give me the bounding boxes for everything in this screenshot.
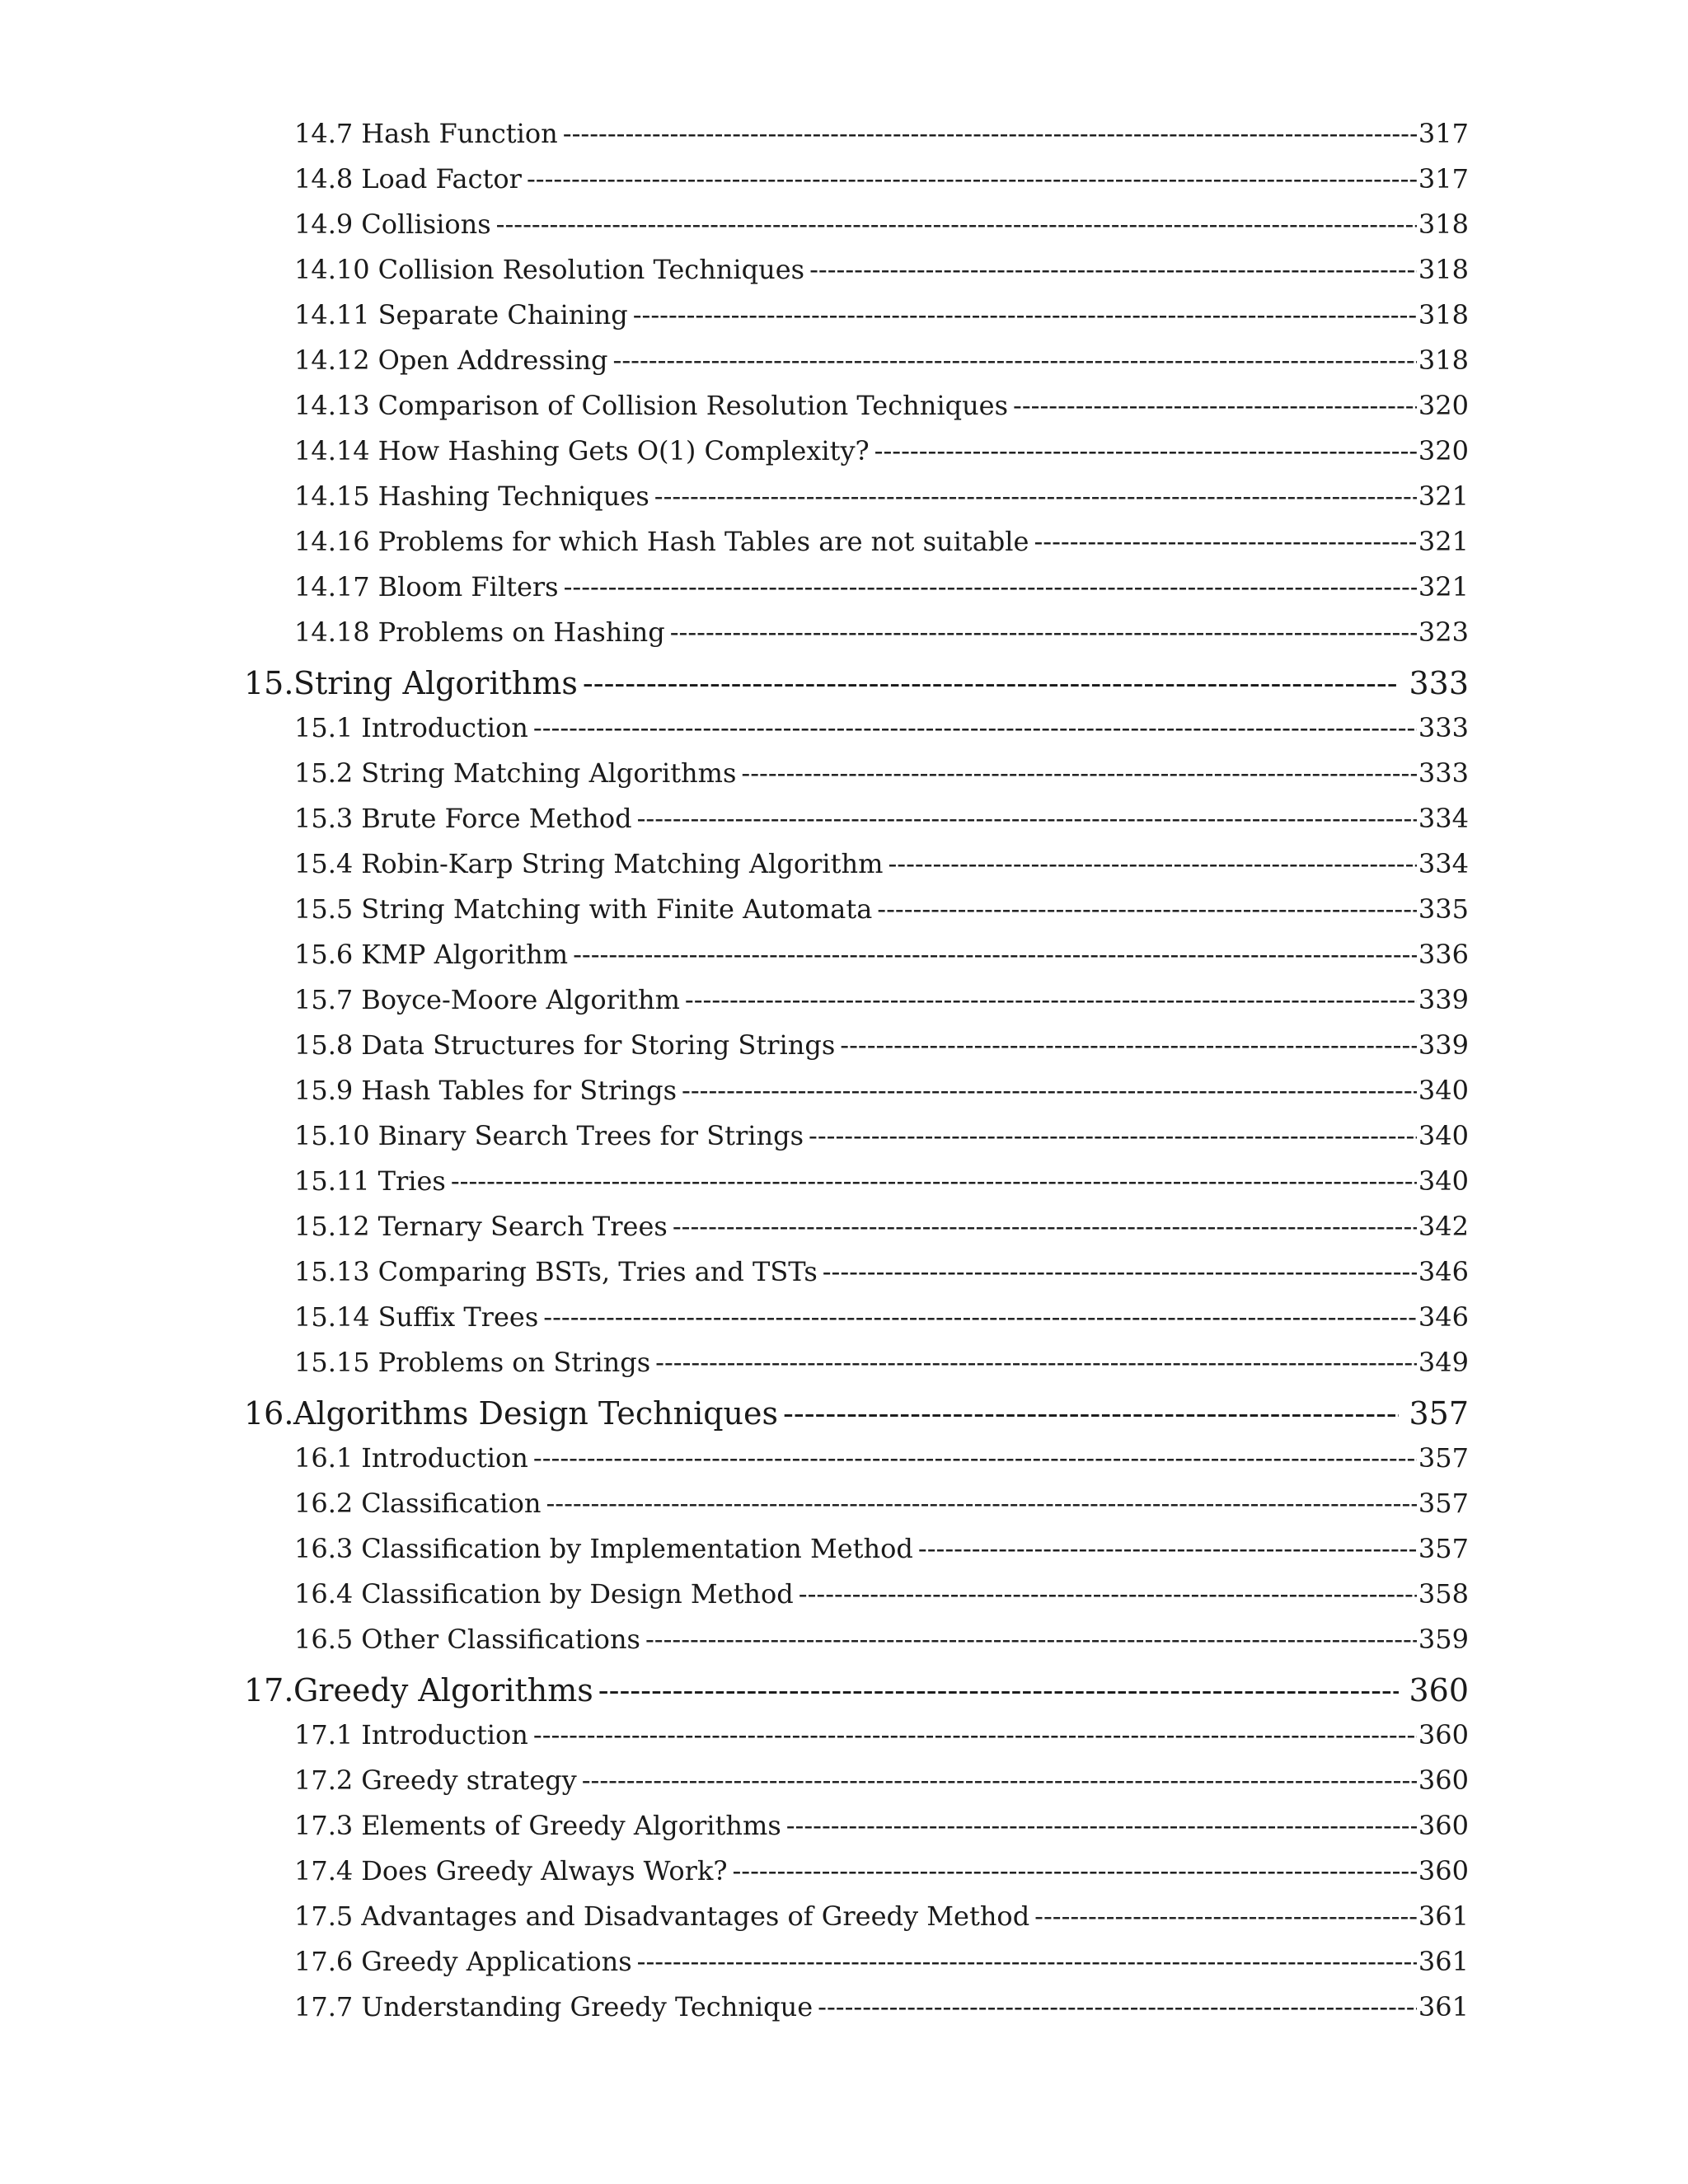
dot-leader: [613, 342, 1417, 378]
entry-title: String Matching Algorithms: [361, 757, 737, 789]
entry-page-number: 357: [1418, 1533, 1469, 1564]
entry-page-number: 321: [1418, 526, 1469, 557]
toc-section-entry[interactable]: [294, 1621, 1469, 1657]
entry-number: 15.1: [294, 712, 354, 743]
entry-number: 16.3: [294, 1533, 354, 1564]
entry-title: Data Structures for Storing Strings: [361, 1029, 836, 1061]
dot-leader: [741, 755, 1417, 791]
toc-section-entry[interactable]: [294, 1440, 1469, 1476]
toc-section-entry[interactable]: [294, 251, 1469, 288]
toc-section-entry[interactable]: [294, 1943, 1469, 1980]
entry-page-number: 320: [1418, 435, 1469, 466]
toc-section-entry[interactable]: [294, 1576, 1469, 1612]
toc-section-entry[interactable]: [294, 710, 1469, 746]
dot-leader: [533, 1717, 1417, 1753]
entry-title: Problems for which Hash Tables are not suitable: [377, 526, 1029, 557]
dot-leader: [496, 206, 1417, 242]
entry-page-number: 321: [1418, 571, 1469, 602]
dot-leader: [633, 297, 1417, 333]
entry-title: Classification: [361, 1488, 542, 1519]
dot-leader: [840, 1027, 1417, 1063]
dot-leader: [546, 1485, 1416, 1521]
entry-page-number: 340: [1418, 1165, 1469, 1197]
entry-number: 16.2: [294, 1488, 354, 1519]
dot-leader: [655, 1344, 1417, 1380]
toc-section-entry[interactable]: [294, 478, 1469, 514]
entry-title: String Matching with Finite Automata: [361, 893, 873, 925]
entry-number: 15.9: [294, 1075, 354, 1106]
entry-number: 15.3: [294, 803, 354, 834]
dot-leader: [918, 1530, 1417, 1567]
entry-page-number: 360: [1418, 1855, 1469, 1886]
entry-title: Collisions: [361, 209, 491, 240]
entry-title: Suffix Trees: [377, 1301, 539, 1333]
toc-section-entry[interactable]: [294, 342, 1469, 378]
entry-page-number: 358: [1418, 1578, 1469, 1610]
entry-page-number: 335: [1418, 893, 1469, 925]
entry-number: 14.11: [294, 299, 370, 330]
entry-page-number: 360: [1418, 1765, 1469, 1796]
dot-leader: [1034, 523, 1416, 560]
dot-leader: [783, 1393, 1399, 1434]
entry-page-number: 318: [1418, 344, 1469, 376]
entry-page-number: 321: [1418, 480, 1469, 512]
entry-number: 15.11: [294, 1165, 370, 1197]
toc-section-entry[interactable]: [294, 1027, 1469, 1063]
entry-page-number: 357: [1409, 1395, 1469, 1432]
entry-title: Does Greedy Always Work?: [361, 1855, 728, 1886]
entry-number: 14.9: [294, 209, 354, 240]
toc-section-entry[interactable]: [294, 523, 1469, 560]
entry-number: 17.7: [294, 1991, 354, 2022]
entry-page-number: 361: [1418, 1991, 1469, 2022]
entry-number: 14.15: [294, 480, 370, 512]
entry-title: Classification by Design Method: [361, 1578, 794, 1610]
toc-section-entry[interactable]: [294, 1989, 1469, 2025]
toc-section-entry[interactable]: [294, 1853, 1469, 1889]
toc-section-entry[interactable]: [294, 1485, 1469, 1521]
entry-title: Greedy Applications: [361, 1946, 632, 1977]
entry-title: Robin-Karp String Matching Algorithm: [361, 848, 884, 879]
entry-page-number: 346: [1418, 1301, 1469, 1333]
entry-page-number: 340: [1418, 1075, 1469, 1106]
toc-section-entry[interactable]: [294, 1717, 1469, 1753]
entry-number: 15.4: [294, 848, 354, 879]
entry-title: Bloom Filters: [377, 571, 559, 602]
dot-leader: [583, 663, 1400, 704]
entry-page-number: 342: [1418, 1211, 1469, 1242]
entry-number: 17.5: [294, 1900, 354, 1932]
toc-section-entry[interactable]: [294, 936, 1469, 972]
toc-section-entry[interactable]: [294, 206, 1469, 242]
entry-page-number: 339: [1418, 984, 1469, 1015]
entry-page-number: 340: [1418, 1120, 1469, 1151]
entry-page-number: 339: [1418, 1029, 1469, 1061]
entry-title: Elements of Greedy Algorithms: [361, 1810, 781, 1841]
entry-title: Understanding Greedy Technique: [361, 1991, 814, 2022]
entry-title: Greedy Algorithms: [293, 1672, 593, 1708]
entry-number: 17.2: [294, 1765, 354, 1796]
entry-number: 15.5: [294, 893, 354, 925]
entry-number: 15.: [244, 665, 294, 701]
entry-page-number: 318: [1418, 299, 1469, 330]
entry-title: Binary Search Trees for Strings: [377, 1120, 804, 1151]
entry-number: 15.8: [294, 1029, 354, 1061]
entry-number: 16.1: [294, 1442, 354, 1474]
dot-leader: [563, 115, 1417, 152]
toc-section-entry[interactable]: [294, 1762, 1469, 1798]
entry-page-number: 359: [1418, 1624, 1469, 1655]
entry-page-number: 361: [1418, 1946, 1469, 1977]
dot-leader: [637, 800, 1417, 837]
entry-page-number: 318: [1418, 209, 1469, 240]
dot-leader: [654, 478, 1417, 514]
entry-page-number: 323: [1418, 616, 1469, 648]
toc-section-entry[interactable]: [294, 1118, 1469, 1154]
toc-section-entry[interactable]: [294, 614, 1469, 650]
toc-section-entry[interactable]: [294, 1163, 1469, 1199]
entry-number: 16.: [244, 1395, 294, 1432]
entry-number: 15.2: [294, 757, 354, 789]
dot-leader: [732, 1853, 1416, 1889]
dot-leader: [543, 1299, 1417, 1335]
dot-leader: [809, 1118, 1417, 1154]
toc-section-entry[interactable]: [294, 1072, 1469, 1108]
dot-leader: [877, 891, 1417, 927]
dot-leader: [564, 569, 1417, 605]
entry-title: Classification by Implementation Method: [361, 1533, 913, 1564]
entry-title: Greedy strategy: [361, 1765, 577, 1796]
dot-leader: [809, 251, 1417, 288]
entry-number: 15.6: [294, 939, 354, 970]
entry-page-number: 336: [1418, 939, 1469, 970]
entry-title: Brute Force Method: [361, 803, 632, 834]
dot-leader: [874, 433, 1417, 469]
toc-section-entry[interactable]: [294, 891, 1469, 927]
toc-section-entry[interactable]: [294, 1208, 1469, 1244]
entry-title: Load Factor: [361, 163, 522, 194]
entry-number: 14.16: [294, 526, 370, 557]
toc-section-entry[interactable]: [294, 161, 1469, 197]
dot-leader: [685, 982, 1417, 1018]
entry-title: How Hashing Gets O(1) Complexity?: [377, 435, 870, 466]
dot-leader: [645, 1621, 1417, 1657]
entry-number: 15.7: [294, 984, 354, 1015]
toc-chapter-entry[interactable]: [244, 663, 1469, 704]
dot-leader: [1034, 1898, 1417, 1934]
entry-page-number: 317: [1418, 163, 1469, 194]
entry-number: 15.10: [294, 1120, 370, 1151]
dot-leader: [582, 1762, 1417, 1798]
entry-title: Algorithms Design Techniques: [293, 1395, 779, 1432]
entry-number: 14.7: [294, 118, 354, 149]
toc-section-entry[interactable]: [294, 1299, 1469, 1335]
dot-leader: [1013, 387, 1417, 424]
entry-title: Boyce-Moore Algorithm: [361, 984, 680, 1015]
entry-number: 17.6: [294, 1946, 354, 1977]
entry-number: 15.15: [294, 1347, 370, 1378]
toc-section-entry[interactable]: [294, 1344, 1469, 1380]
entry-number: 16.5: [294, 1624, 354, 1655]
toc-chapter-entry[interactable]: [244, 1670, 1469, 1711]
entry-page-number: 333: [1409, 665, 1469, 701]
entry-title: String Algorithms: [293, 665, 578, 701]
entry-number: 17.: [244, 1672, 294, 1708]
entry-title: Comparing BSTs, Tries and TSTs: [377, 1256, 818, 1287]
entry-page-number: 334: [1418, 803, 1469, 834]
entry-number: 14.12: [294, 344, 370, 376]
entry-page-number: 360: [1418, 1719, 1469, 1750]
dot-leader: [682, 1072, 1417, 1108]
entry-number: 15.14: [294, 1301, 370, 1333]
entry-title: Ternary Search Trees: [377, 1211, 668, 1242]
toc-section-entry[interactable]: [294, 569, 1469, 605]
entry-title: Introduction: [361, 1719, 528, 1750]
toc-section-entry[interactable]: [294, 846, 1469, 882]
toc-section-entry[interactable]: [294, 1530, 1469, 1567]
dot-leader: [533, 710, 1417, 746]
toc-section-entry[interactable]: [294, 800, 1469, 837]
entry-title: Collision Resolution Techniques: [377, 254, 805, 285]
entry-number: 17.4: [294, 1855, 354, 1886]
dot-leader: [673, 1208, 1417, 1244]
entry-title: Comparison of Collision Resolution Techniques: [377, 390, 1009, 421]
entry-page-number: 334: [1418, 848, 1469, 879]
entry-title: Open Addressing: [377, 344, 608, 376]
entry-page-number: 333: [1418, 757, 1469, 789]
dot-leader: [799, 1576, 1417, 1612]
dot-leader: [888, 846, 1416, 882]
entry-title: Hash Function: [361, 118, 558, 149]
dot-leader: [637, 1943, 1417, 1980]
entry-page-number: 349: [1418, 1347, 1469, 1378]
entry-title: KMP Algorithm: [361, 939, 569, 970]
entry-page-number: 360: [1409, 1672, 1469, 1708]
entry-title: Introduction: [361, 712, 528, 743]
entry-title: Introduction: [361, 1442, 528, 1474]
dot-leader: [573, 936, 1417, 972]
dot-leader: [598, 1670, 1400, 1711]
entry-number: 14.14: [294, 435, 370, 466]
entry-page-number: 318: [1418, 254, 1469, 285]
entry-number: 17.1: [294, 1719, 354, 1750]
entry-number: 14.10: [294, 254, 370, 285]
dot-leader: [670, 614, 1417, 650]
entry-title: Separate Chaining: [377, 299, 628, 330]
entry-title: Problems on Hashing: [377, 616, 665, 648]
entry-title: Hashing Techniques: [377, 480, 649, 512]
dot-leader: [786, 1807, 1417, 1844]
entry-page-number: 317: [1418, 118, 1469, 149]
dot-leader: [818, 1989, 1417, 2025]
toc-section-entry[interactable]: [294, 1807, 1469, 1844]
toc-section-entry[interactable]: [294, 297, 1469, 333]
toc-section-entry[interactable]: [294, 387, 1469, 424]
entry-number: 14.18: [294, 616, 370, 648]
entry-number: 15.12: [294, 1211, 370, 1242]
entry-page-number: 357: [1418, 1488, 1469, 1519]
entry-page-number: 360: [1418, 1810, 1469, 1841]
toc-chapter-entry[interactable]: [244, 1393, 1469, 1434]
dot-leader: [527, 161, 1417, 197]
toc-section-entry[interactable]: [294, 1254, 1469, 1290]
dot-leader: [451, 1163, 1417, 1199]
entry-page-number: 346: [1418, 1256, 1469, 1287]
entry-page-number: 320: [1418, 390, 1469, 421]
entry-title: Advantages and Disadvantages of Greedy Method: [361, 1900, 1030, 1932]
entry-number: 14.17: [294, 571, 370, 602]
entry-title: Hash Tables for Strings: [361, 1075, 678, 1106]
toc-section-entry[interactable]: [294, 755, 1469, 791]
toc-section-entry[interactable]: [294, 433, 1469, 469]
toc-section-entry[interactable]: [294, 1898, 1469, 1934]
entry-page-number: 361: [1418, 1900, 1469, 1932]
entry-title: Other Classifications: [361, 1624, 640, 1655]
toc-section-entry[interactable]: [294, 982, 1469, 1018]
entry-number: 14.8: [294, 163, 354, 194]
entry-title: Tries: [377, 1165, 446, 1197]
entry-page-number: 357: [1418, 1442, 1469, 1474]
dot-leader: [533, 1440, 1417, 1476]
entry-page-number: 333: [1418, 712, 1469, 743]
entry-number: 16.4: [294, 1578, 354, 1610]
entry-number: 15.13: [294, 1256, 370, 1287]
entry-number: 14.13: [294, 390, 370, 421]
entry-number: 17.3: [294, 1810, 354, 1841]
entry-title: Problems on Strings: [377, 1347, 651, 1378]
toc-section-entry[interactable]: [294, 115, 1469, 152]
dot-leader: [823, 1254, 1417, 1290]
